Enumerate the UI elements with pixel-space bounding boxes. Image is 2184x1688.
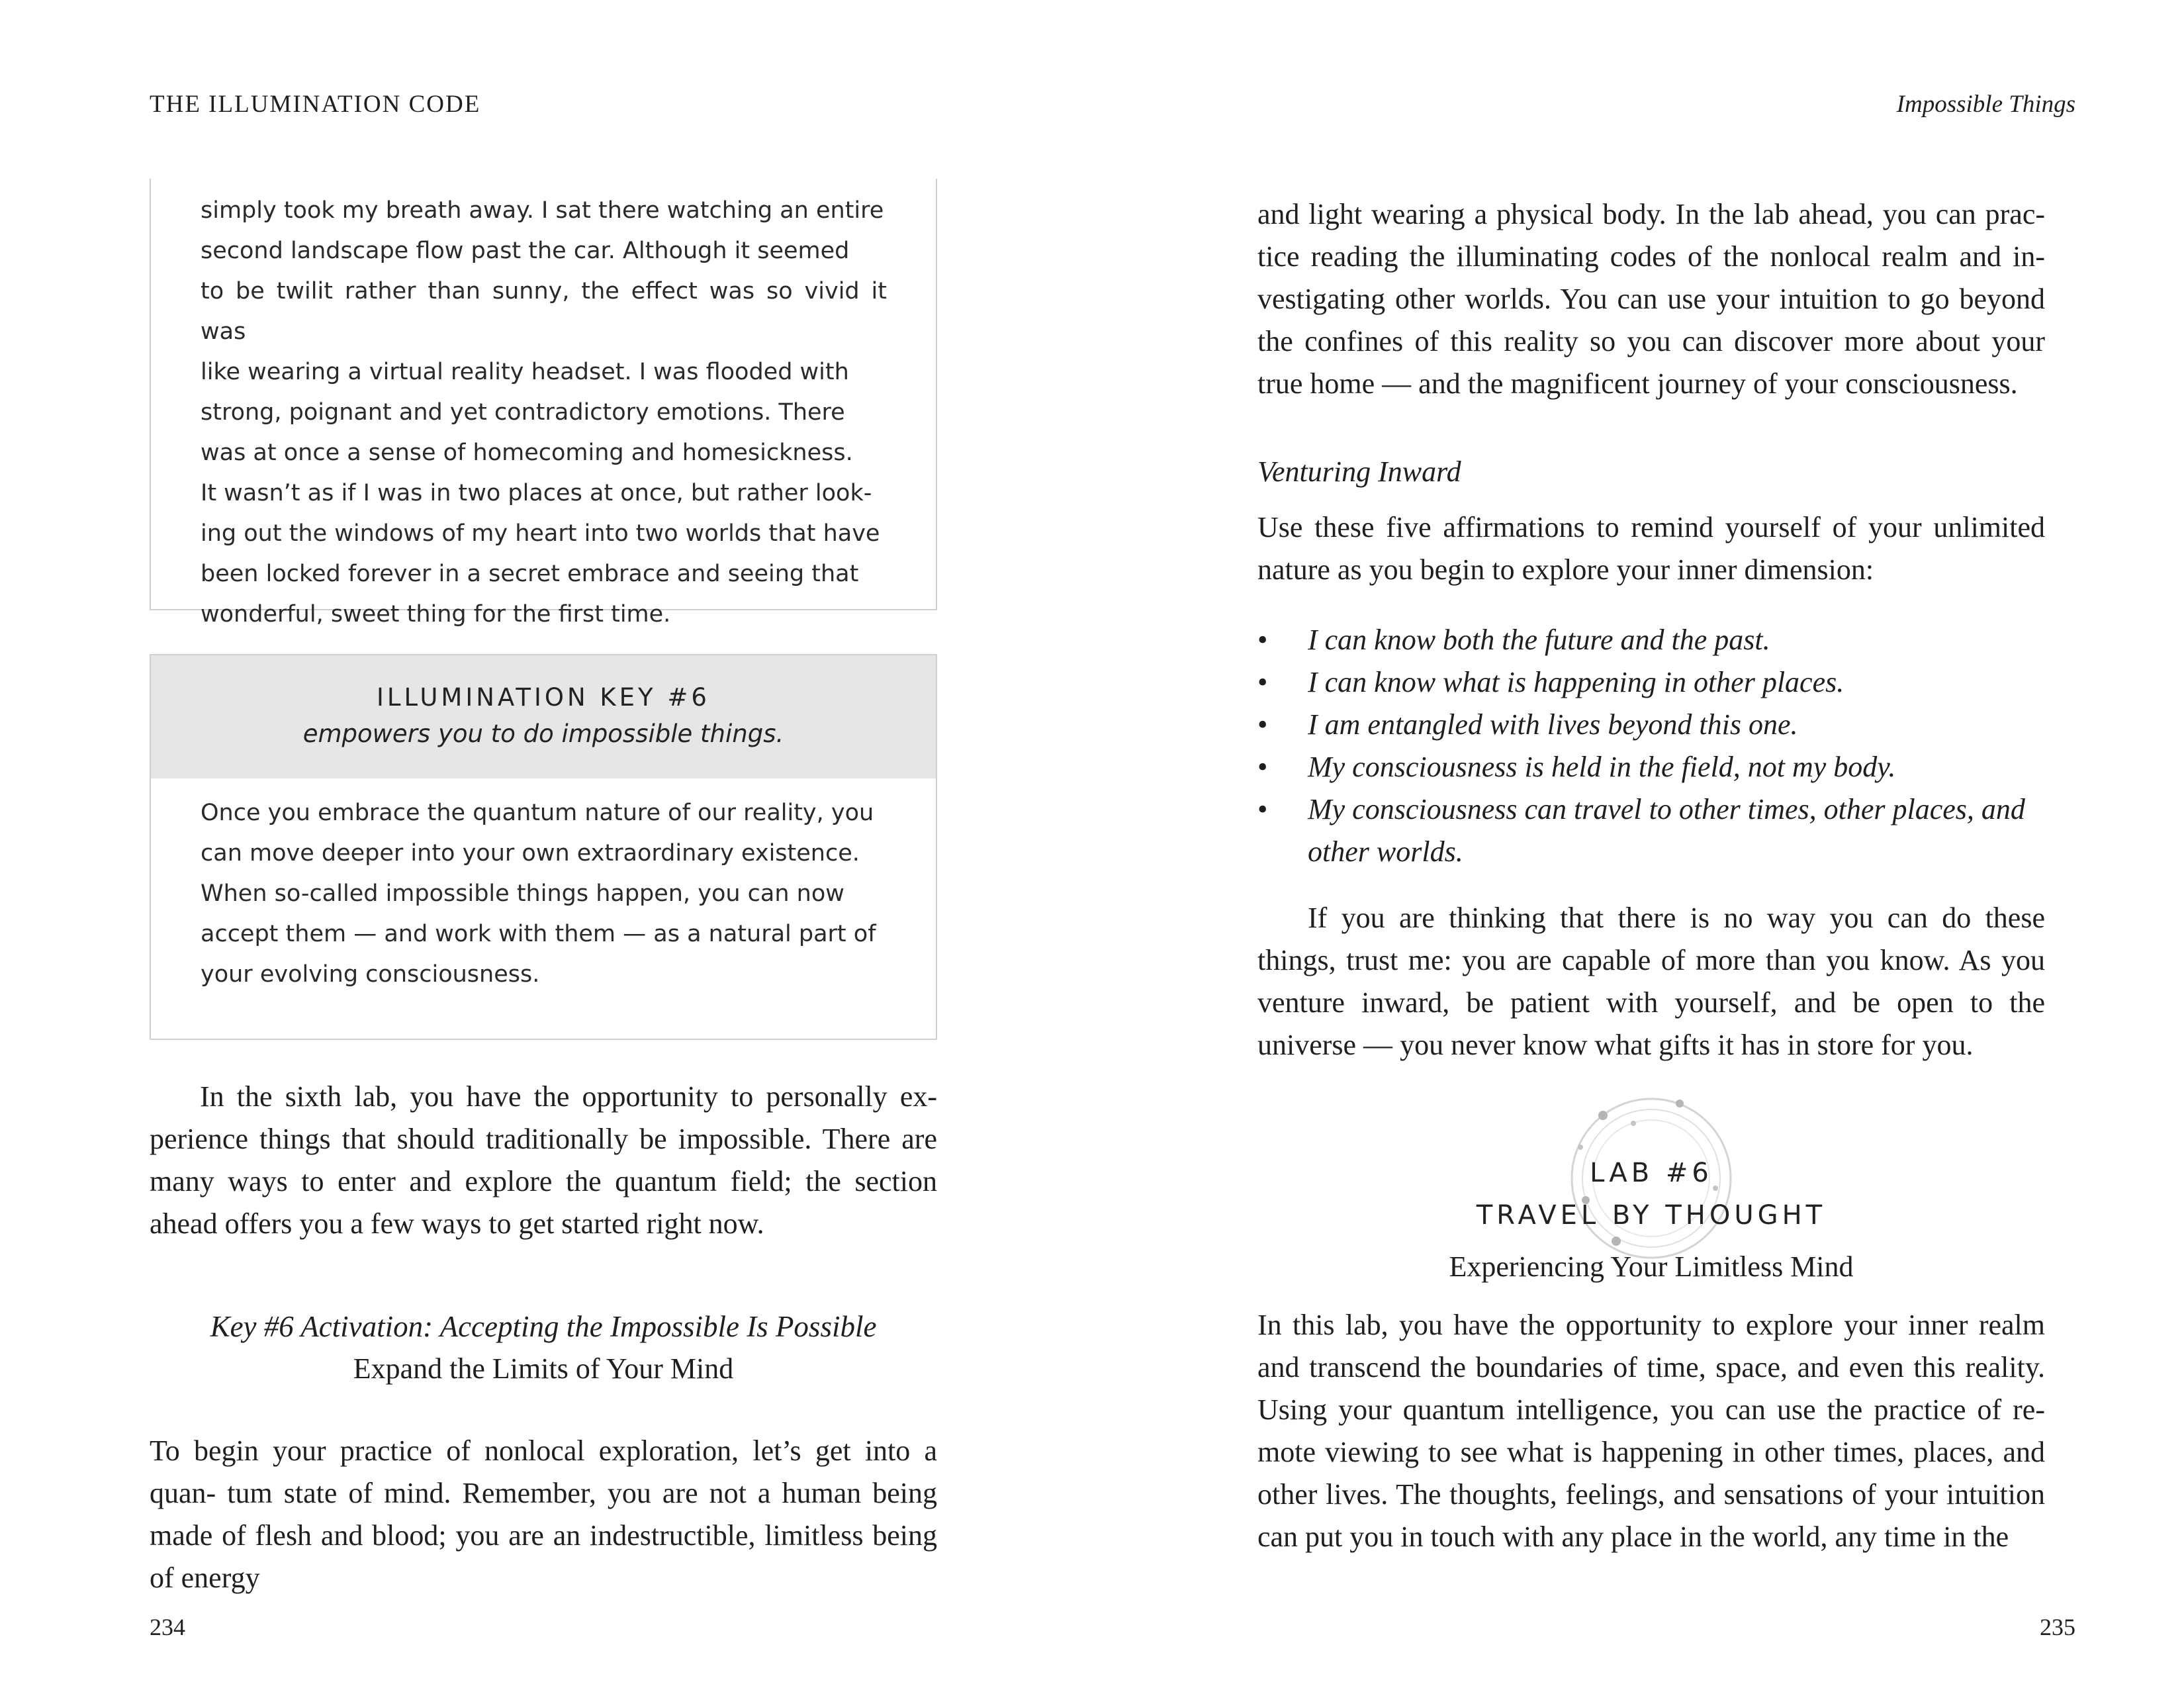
list-item: • I can know both the future and the past. [1257, 619, 2045, 661]
activation-subtitle: Expand the Limits of Your Mind [353, 1352, 734, 1385]
story-box [150, 179, 937, 628]
sixth-lab-paragraph: In the sixth lab, you have the opportunity to personally ex- perience things that should traditionally be impossible. There are many ways to enter and explore the quantum field; the section ahead offers you a few ways to get started right now. [150, 1080, 937, 1240]
key-box-text: Once you embrace the quantum nature of our reality, you can move deeper into your own extraordinary existence. When so-called impossible things happen, you can now accept them — and work with them — as a natural part of your evolving consciousness. [201, 800, 876, 988]
lab-intro-paragraph: In this lab, you have the opportunity to explore your inner realm and transcend the boundaries of time, space, and even this reality. Using your quantum intelligence, you can use the practice of re- mote viewing to see what is happening in other times, places, and other lives. The thoughts, feelings, and sensations of your intuition can put you in touch with any place in the world, any time in the [1257, 1309, 2045, 1553]
list-item: • My consciousness can travel to other times, other places, and other worlds. [1257, 788, 2045, 873]
affirmations-intro-paragraph: Use these five affirmations to remind yourself of your unlimited nature as you begin to explore your inner dimension: [1257, 511, 2045, 586]
bullet-icon: • [1257, 666, 1268, 698]
list-item: • My consciousness is held in the field, not my body. [1257, 746, 2045, 788]
lab-title: TRAVEL BY THOUGHT [1476, 1200, 1827, 1231]
story-box-text: simply took my breath away. I sat there watching an entire second landscape flow past the car. Although it seemed to be twilit rather than sunny, the effect was so vivid it was like wearing a virtual reality headset. I was flooded with strong, poignant and yet contradictory emotions. There was at once a sense of homecoming and homesickness. It wasn’t as if I was in two places at once, but rather look- ing out the windows of my heart into two worlds that have been locked forever in a secret embrace and seeing that wonderful, sweet thing for the first time. [201, 197, 887, 628]
key-box-body [151, 778, 936, 995]
key-title: ILLUMINATION KEY #6 [377, 683, 710, 712]
key-subtitle: empowers you to do impossible things. [302, 720, 784, 748]
running-head-right: Impossible Things [1896, 91, 2075, 118]
lab-label: LAB #6 [1590, 1158, 1713, 1188]
illumination-key-box [150, 654, 937, 1040]
page-number-left: 234 [150, 1614, 185, 1640]
bullet-icon: • [1257, 708, 1268, 741]
running-head-left: THE ILLUMINATION CODE [150, 91, 481, 118]
bullet-icon: • [1257, 624, 1268, 656]
list-item: • I am entangled with lives beyond this one. [1257, 704, 2045, 746]
bullet-icon: • [1257, 793, 1268, 825]
capable-paragraph: If you are thinking that there is no way you can do these things, trust me: you are capable of more than you know. As you venture inward, be patient with yourself, and be open to the universe — you never know what gifts it has in store for you. [1257, 902, 2046, 1061]
activation-title: Key #6 Activation: Accepting the Impossible Is Possible [210, 1310, 877, 1343]
page-number-right: 235 [2040, 1614, 2075, 1640]
bullet-icon: • [1257, 751, 1268, 783]
lab-subtitle: Experiencing Your Limitless Mind [1449, 1250, 1854, 1283]
key-box-header [151, 655, 936, 778]
activation-heading [150, 1305, 937, 1390]
section-heading-venturing-inward: Venturing Inward [1257, 455, 1461, 488]
lab-heading [1257, 1152, 2045, 1237]
light-body-paragraph: and light wearing a physical body. In the lab ahead, you can prac- tice reading the illuminating codes of the nonlocal realm and in- vestigating other worlds. You can use your intuition to go beyond the confines of this reality so you can discover more about your true home — and the magnificent journey of your consciousness. [1257, 198, 2045, 400]
affirmations-list [1257, 619, 2045, 873]
list-item: • I can know what is happening in other places. [1257, 661, 2045, 704]
nonlocal-exploration-paragraph: To begin your practice of nonlocal exploration, let’s get into a quan- tum state of mind. Remember, you are not a human being made of flesh and blood; you are an indestructible, limitless being of energy [150, 1434, 938, 1594]
